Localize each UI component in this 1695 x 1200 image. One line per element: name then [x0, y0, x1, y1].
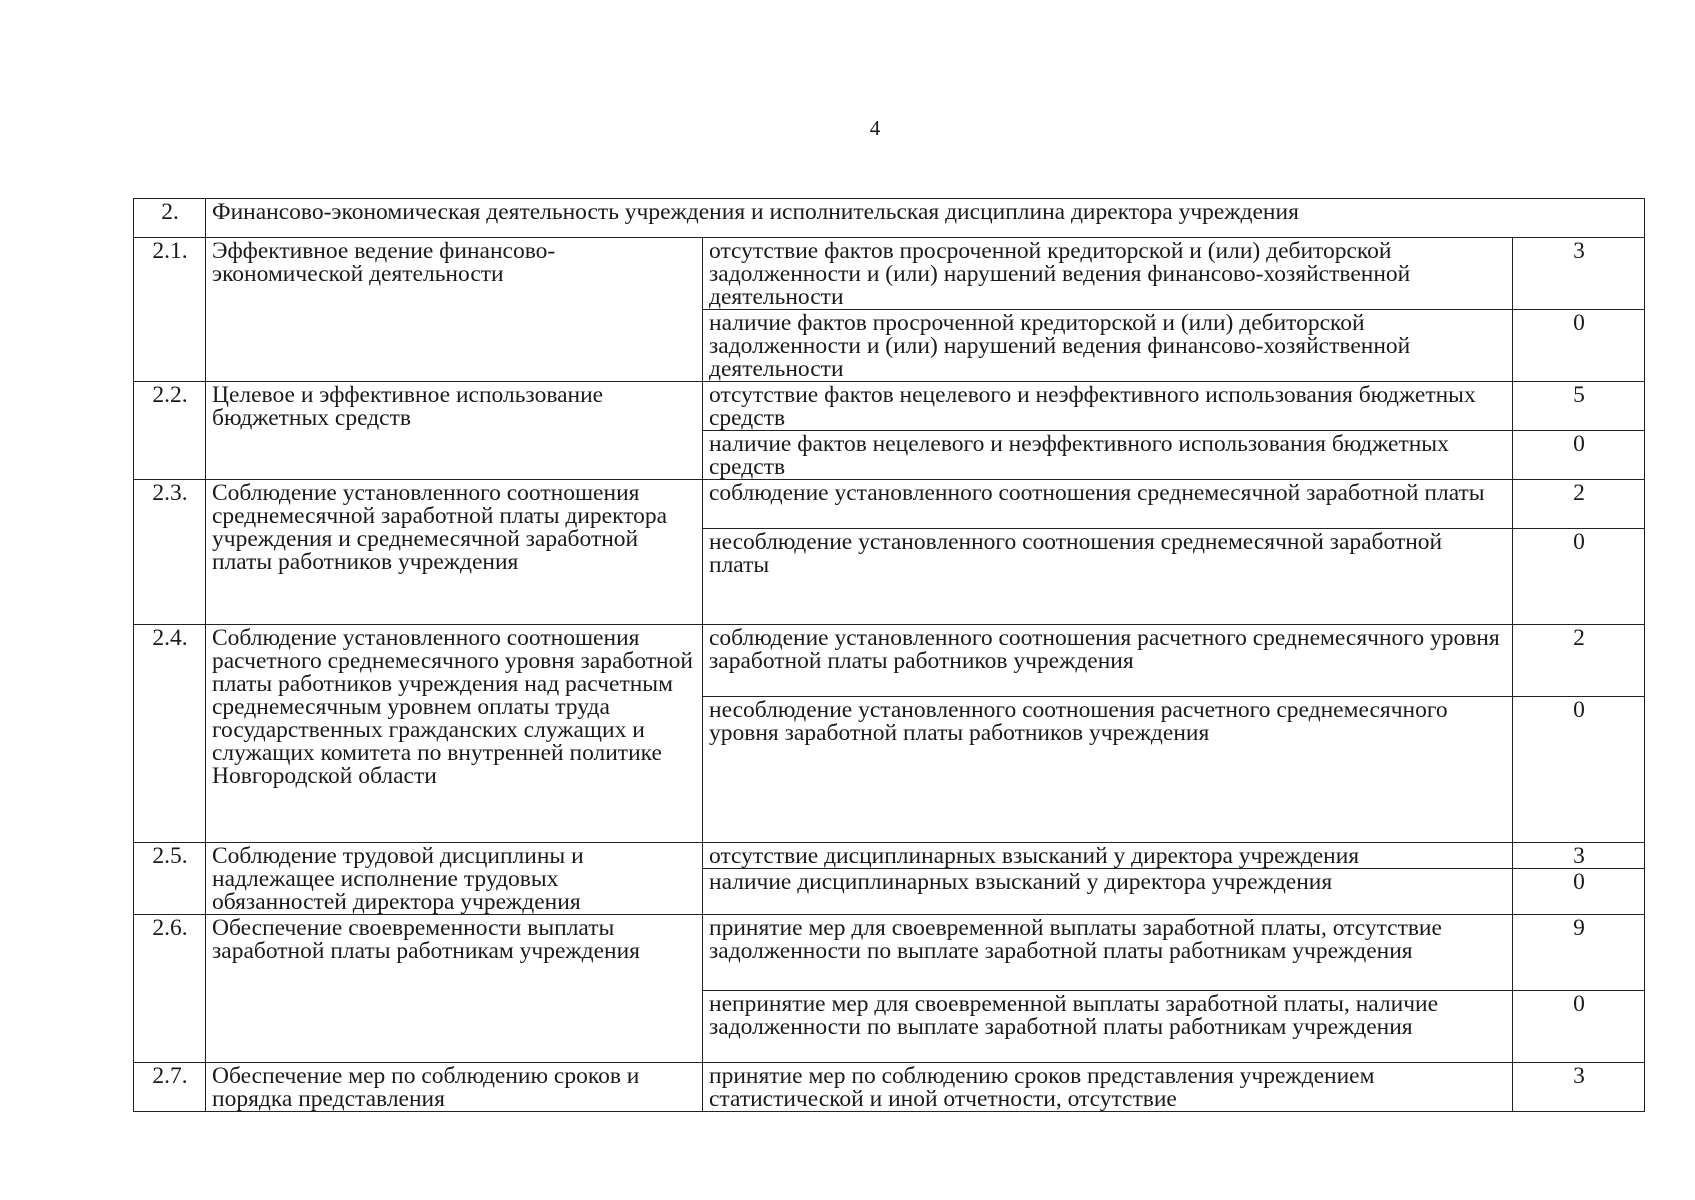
criterion-name: Эффективное ведение финансово-экономической деятельности — [206, 238, 703, 382]
condition-text: соблюдение установленного соотношения расчетного среднемесячного уровня заработной платы работников учреждения — [703, 625, 1513, 697]
condition-text: непринятие мер для своевременной выплаты заработной платы, наличие задолженности по выплате заработной платы работникам учреждения — [703, 991, 1513, 1063]
condition-points: 9 — [1513, 915, 1645, 991]
condition-text: несоблюдение установленного соотношения среднемесячной заработной платы — [703, 529, 1513, 625]
criterion-number: 2.2. — [134, 382, 206, 480]
criterion-number: 2.4. — [134, 625, 206, 843]
criterion-row — [134, 625, 1645, 697]
criterion-row — [134, 480, 1645, 529]
criterion-row — [134, 1063, 1645, 1112]
section-title: Финансово-экономическая деятельность учреждения и исполнительская дисциплина директора учреждения — [206, 199, 1645, 238]
criterion-name: Обеспечение своевременности выплаты заработной платы работникам учреждения — [206, 915, 703, 1063]
condition-text: принятие мер по соблюдению сроков представления учреждением статистической и иной отчетности, отсутствие — [703, 1063, 1513, 1112]
criterion-row — [134, 843, 1645, 869]
criterion-name: Целевое и эффективное использование бюджетных средств — [206, 382, 703, 480]
condition-points: 3 — [1513, 1063, 1645, 1112]
condition-points: 2 — [1513, 625, 1645, 697]
criterion-name: Обеспечение мер по соблюдению сроков и порядка представления — [206, 1063, 703, 1112]
condition-text: принятие мер для своевременной выплаты заработной платы, отсутствие задолженности по выплате заработной платы работникам учреждения — [703, 915, 1513, 991]
criterion-name: Соблюдение установленного соотношения среднемесячной заработной платы директора учреждения и среднемесячной заработной платы работников учреждения — [206, 480, 703, 625]
condition-points: 5 — [1513, 382, 1645, 431]
condition-text: отсутствие фактов нецелевого и неэффективного использования бюджетных средств — [703, 382, 1513, 431]
criterion-row — [134, 238, 1645, 310]
criterion-name: Соблюдение установленного соотношения расчетного среднемесячного уровня заработной платы работников учреждения над расчетным среднемесячным уровнем оплаты труда государственных гражданских служащих и служащих комитета по внутренней политике Новгородской области — [206, 625, 703, 843]
condition-points: 0 — [1513, 310, 1645, 382]
section-row — [134, 199, 1645, 238]
condition-points: 3 — [1513, 843, 1645, 869]
condition-points: 3 — [1513, 238, 1645, 310]
condition-points: 0 — [1513, 431, 1645, 480]
condition-points: 0 — [1513, 697, 1645, 843]
criterion-number: 2.6. — [134, 915, 206, 1063]
condition-points: 0 — [1513, 529, 1645, 625]
criterion-number: 2.7. — [134, 1063, 206, 1112]
condition-points: 2 — [1513, 480, 1645, 529]
criteria-table — [133, 198, 1645, 1112]
criterion-number: 2.5. — [134, 843, 206, 915]
criterion-row — [134, 382, 1645, 431]
condition-text: наличие фактов нецелевого и неэффективного использования бюджетных средств — [703, 431, 1513, 480]
condition-points: 0 — [1513, 869, 1645, 915]
condition-text: несоблюдение установленного соотношения расчетного среднемесячного уровня заработной платы работников учреждения — [703, 697, 1513, 843]
criterion-number: 2.3. — [134, 480, 206, 625]
condition-text: отсутствие дисциплинарных взысканий у директора учреждения — [703, 843, 1513, 869]
condition-text: наличие фактов просроченной кредиторской и (или) дебиторской задолженности и (или) нарушений ведения финансово-хозяйственной деятельности — [703, 310, 1513, 382]
criterion-name: Соблюдение трудовой дисциплины и надлежащее исполнение трудовых обязанностей директора учреждения — [206, 843, 703, 915]
criterion-number: 2.1. — [134, 238, 206, 382]
section-number: 2. — [134, 199, 206, 238]
criterion-row — [134, 915, 1645, 991]
condition-text: соблюдение установленного соотношения среднемесячной заработной платы — [703, 480, 1513, 529]
page-number: 4 — [869, 116, 881, 140]
condition-text: отсутствие фактов просроченной кредиторской и (или) дебиторской задолженности и (или) нарушений ведения финансово-хозяйственной деятельности — [703, 238, 1513, 310]
condition-points: 0 — [1513, 991, 1645, 1063]
condition-text: наличие дисциплинарных взысканий у директора учреждения — [703, 869, 1513, 915]
